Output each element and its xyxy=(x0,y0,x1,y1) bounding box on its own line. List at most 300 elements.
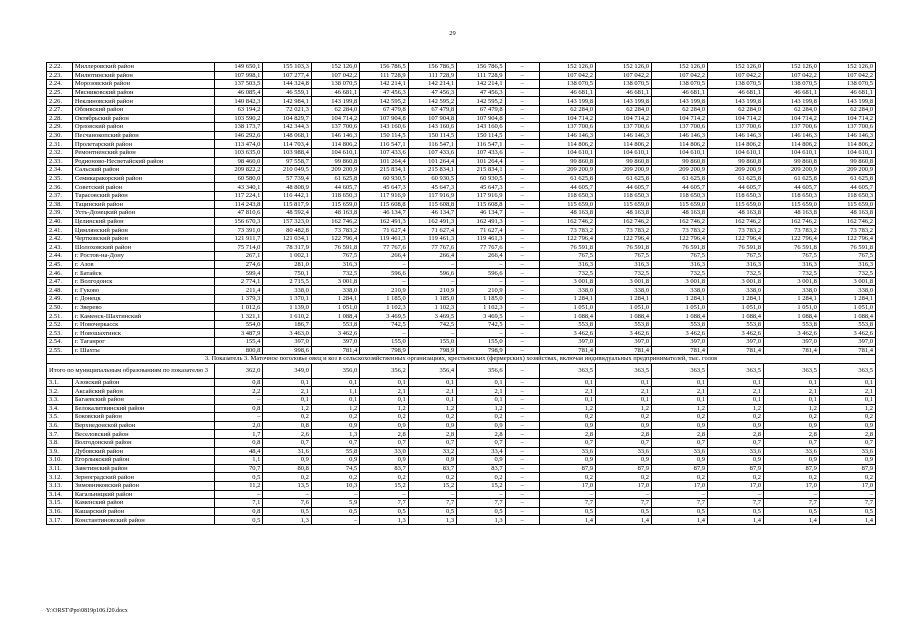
value-cell: 0,1 xyxy=(819,395,875,404)
row-number: 2.31. xyxy=(47,140,73,149)
value-cell: 767,5 xyxy=(540,252,596,261)
value-cell: 0,5 xyxy=(540,507,596,516)
value-cell: 0,9 xyxy=(408,421,456,430)
value-cell: 107 433,6 xyxy=(457,148,505,157)
value-cell: 11,2 xyxy=(214,481,262,490)
value-cell: 316,3 xyxy=(311,260,359,269)
value-cell: 15,2 xyxy=(457,481,505,490)
value-cell: 1 284,1 xyxy=(763,295,819,304)
value-cell: 48 592,4 xyxy=(263,209,311,218)
row-number: 2.43. xyxy=(47,243,73,252)
value-cell: 781,4 xyxy=(819,346,875,355)
value-cell: 553,8 xyxy=(540,320,596,329)
value-cell: 122 796,4 xyxy=(651,234,707,243)
municipality-name: Егорлыкский район xyxy=(72,456,214,465)
value-cell: – xyxy=(505,131,539,140)
value-cell: 0,2 xyxy=(819,413,875,422)
value-cell: 74,5 xyxy=(311,464,359,473)
value-cell: 356,0 xyxy=(311,363,359,378)
value-cell: – xyxy=(505,157,539,166)
value-cell: 209 200,9 xyxy=(540,166,596,175)
value-cell: – xyxy=(505,166,539,175)
value-cell: 1 088,4 xyxy=(540,312,596,321)
value-cell: 48,4 xyxy=(214,447,262,456)
value-cell: 798,9 xyxy=(360,346,408,355)
value-cell: 143 199,8 xyxy=(595,97,651,106)
value-cell: 0,1 xyxy=(651,395,707,404)
value-cell: 1 610,2 xyxy=(263,312,311,321)
value-cell: 103 590,2 xyxy=(214,114,262,123)
value-cell: 47 456,3 xyxy=(457,88,505,97)
value-cell: 2,8 xyxy=(360,430,408,439)
value-cell: 137 700,6 xyxy=(763,123,819,132)
value-cell: 998,6 xyxy=(263,346,311,355)
value-cell: 0,8 xyxy=(214,507,262,516)
value-cell: 152 126,0 xyxy=(651,63,707,72)
municipality-name: Орловский район xyxy=(72,123,214,132)
value-cell: 142 214,1 xyxy=(360,80,408,89)
value-cell: 72 021,3 xyxy=(263,105,311,114)
value-cell: 71 627,4 xyxy=(457,226,505,235)
value-cell: 104 714,2 xyxy=(540,114,596,123)
table-row xyxy=(47,71,876,80)
value-cell: 137 700,6 xyxy=(819,123,875,132)
value-cell: 142 595,2 xyxy=(457,97,505,106)
value-cell: 0,1 xyxy=(263,378,311,387)
value-cell: 150 114,5 xyxy=(457,131,505,140)
value-cell: 0,1 xyxy=(263,395,311,404)
value-cell: 99 860,8 xyxy=(707,157,763,166)
value-cell: 111 728,9 xyxy=(360,71,408,80)
value-cell: 99 860,8 xyxy=(819,157,875,166)
table-row xyxy=(47,338,876,347)
value-cell: 0,1 xyxy=(360,378,408,387)
value-cell: 3 001,8 xyxy=(651,277,707,286)
table-row xyxy=(47,473,876,482)
value-cell: 3 462,6 xyxy=(540,329,596,338)
value-cell: 1,3 xyxy=(263,516,311,525)
value-cell: 87,9 xyxy=(819,464,875,473)
row-number: 2.22. xyxy=(47,63,73,72)
row-number: 2.48. xyxy=(47,286,73,295)
value-cell: – xyxy=(707,490,763,499)
value-cell: 750,1 xyxy=(263,269,311,278)
value-cell: 0,9 xyxy=(651,456,707,465)
value-cell: 338,0 xyxy=(763,286,819,295)
value-cell: 596,6 xyxy=(360,269,408,278)
value-cell: 43 340,1 xyxy=(214,183,262,192)
value-cell: 7,7 xyxy=(540,499,596,508)
value-cell: 46 681,1 xyxy=(707,88,763,97)
value-cell: – xyxy=(505,260,539,269)
value-cell: 2,8 xyxy=(595,430,651,439)
value-cell: 0,2 xyxy=(360,473,408,482)
value-cell: 0,9 xyxy=(360,456,408,465)
value-cell: 104 610,1 xyxy=(595,148,651,157)
value-cell: 138 173,7 xyxy=(214,123,262,132)
value-cell: 83,7 xyxy=(408,464,456,473)
value-cell: – xyxy=(360,277,408,286)
value-cell: 553,8 xyxy=(763,320,819,329)
value-cell: 0,2 xyxy=(540,413,596,422)
value-cell: 152 126,0 xyxy=(540,63,596,72)
value-cell: 80,8 xyxy=(263,464,311,473)
value-cell: 114 806,2 xyxy=(540,140,596,149)
value-cell: 15,2 xyxy=(408,481,456,490)
value-cell: 215 834,1 xyxy=(457,166,505,175)
value-cell: 107 042,2 xyxy=(540,71,596,80)
value-cell: 0,7 xyxy=(651,438,707,447)
value-cell: 156 670,3 xyxy=(214,217,262,226)
municipality-name: Милютинский район xyxy=(72,71,214,80)
municipality-name: г. Батайск xyxy=(72,269,214,278)
value-cell: 137 700,6 xyxy=(540,123,596,132)
municipality-name: Шолоховский район xyxy=(72,243,214,252)
value-cell: 0,1 xyxy=(457,378,505,387)
value-cell: 0,9 xyxy=(408,456,456,465)
value-cell: 61 625,8 xyxy=(540,174,596,183)
value-cell: 0,9 xyxy=(263,456,311,465)
value-cell: – xyxy=(214,395,262,404)
value-cell: 146 146,3 xyxy=(595,131,651,140)
value-cell: 267,1 xyxy=(214,252,262,261)
row-number: 2.54. xyxy=(47,338,73,347)
value-cell: – xyxy=(505,464,539,473)
value-cell: 3 001,8 xyxy=(311,277,359,286)
value-cell: 1,2 xyxy=(311,404,359,413)
value-cell: 210,9 xyxy=(360,286,408,295)
value-cell: 140 842,3 xyxy=(214,97,262,106)
municipality-name: Волгодонской район xyxy=(72,438,214,447)
table-row xyxy=(47,252,876,261)
value-cell: 0,5 xyxy=(214,516,262,525)
value-cell: 48 163,8 xyxy=(651,209,707,218)
table-row xyxy=(47,114,876,123)
value-cell: 107 433,6 xyxy=(408,148,456,157)
value-cell: – xyxy=(505,490,539,499)
value-cell: 1,7 xyxy=(214,430,262,439)
value-cell: 781,4 xyxy=(651,346,707,355)
municipality-name: Семикаракорский район xyxy=(72,174,214,183)
table-row xyxy=(47,507,876,516)
value-cell: – xyxy=(595,490,651,499)
value-cell: 142 984,1 xyxy=(263,97,311,106)
table-row xyxy=(47,63,876,72)
value-cell: 155,4 xyxy=(214,338,262,347)
municipality-name: Неклиновский район xyxy=(72,97,214,106)
value-cell: 118 650,3 xyxy=(595,191,651,200)
value-cell: 0,2 xyxy=(360,413,408,422)
table-row xyxy=(47,329,876,338)
row-number: 2.36. xyxy=(47,183,73,192)
value-cell: 62 284,0 xyxy=(311,105,359,114)
value-cell: – xyxy=(505,404,539,413)
value-cell: – xyxy=(505,507,539,516)
municipality-name: г. Новошахтинск xyxy=(72,329,214,338)
table-row xyxy=(47,209,876,218)
value-cell: 122 796,4 xyxy=(540,234,596,243)
municipality-name: г. Ростов-на-Дону xyxy=(72,252,214,261)
table-row xyxy=(47,243,876,252)
value-cell: 137 700,6 xyxy=(707,123,763,132)
value-cell: 1,2 xyxy=(540,404,596,413)
value-cell: 107 277,4 xyxy=(263,71,311,80)
value-cell: 0,5 xyxy=(819,507,875,516)
value-cell: 349,0 xyxy=(263,363,311,378)
row-number: 2.34. xyxy=(47,166,73,175)
value-cell: 0,7 xyxy=(595,438,651,447)
table-row xyxy=(47,413,876,422)
value-cell: – xyxy=(505,148,539,157)
value-cell: 15,2 xyxy=(360,481,408,490)
value-cell: 0,5 xyxy=(360,507,408,516)
value-cell: 554,0 xyxy=(214,320,262,329)
value-cell: 99 860,8 xyxy=(651,157,707,166)
value-cell: 781,4 xyxy=(763,346,819,355)
table-row xyxy=(47,464,876,473)
municipality-name: Аксайский район xyxy=(72,387,214,396)
value-cell: 1,2 xyxy=(408,404,456,413)
value-cell: – xyxy=(505,338,539,347)
value-cell: 0,2 xyxy=(540,473,596,482)
value-cell: 362,0 xyxy=(214,363,262,378)
value-cell: 0,9 xyxy=(311,421,359,430)
value-cell: 87,9 xyxy=(540,464,596,473)
value-cell: 1,4 xyxy=(763,516,819,525)
row-number: 2.25. xyxy=(47,88,73,97)
value-cell: 48 163,8 xyxy=(819,209,875,218)
value-cell: 0,2 xyxy=(707,413,763,422)
value-cell: 107 042,2 xyxy=(763,71,819,80)
value-cell: 46 681,1 xyxy=(763,88,819,97)
value-cell: 47 456,3 xyxy=(360,88,408,97)
value-cell: 61 625,8 xyxy=(763,174,819,183)
row-number: 3.14. xyxy=(47,490,73,499)
table-row xyxy=(47,456,876,465)
value-cell: 2,8 xyxy=(819,430,875,439)
value-cell: 3 469,5 xyxy=(408,312,456,321)
value-cell: 117 916,9 xyxy=(360,191,408,200)
value-cell: 3 469,5 xyxy=(457,312,505,321)
value-cell: 162 491,3 xyxy=(360,217,408,226)
value-cell: 2,6 xyxy=(263,430,311,439)
table-row xyxy=(47,183,876,192)
value-cell: 1,3 xyxy=(311,430,359,439)
row-number: 2.27. xyxy=(47,105,73,114)
value-cell: 111 728,9 xyxy=(457,71,505,80)
value-cell: 137 503,5 xyxy=(214,80,262,89)
value-cell: 77 767,6 xyxy=(408,243,456,252)
value-cell: 1 284,1 xyxy=(819,295,875,304)
row-number: 2.46. xyxy=(47,269,73,278)
municipality-name: Верхнедонской район xyxy=(72,421,214,430)
value-cell: 60 930,5 xyxy=(457,174,505,183)
value-cell: 0,1 xyxy=(360,395,408,404)
value-cell: 148 068,1 xyxy=(263,131,311,140)
value-cell: 2 715,5 xyxy=(263,277,311,286)
municipality-name: Советский район xyxy=(72,183,214,192)
value-cell: 356,6 xyxy=(457,363,505,378)
value-cell: 0,9 xyxy=(595,456,651,465)
value-cell: 143 199,8 xyxy=(707,97,763,106)
row-number: 2.52. xyxy=(47,320,73,329)
value-cell: 104 610,1 xyxy=(540,148,596,157)
municipality-name: Тарасовский район xyxy=(72,191,214,200)
value-cell: – xyxy=(505,277,539,286)
value-cell: 209 200,9 xyxy=(595,166,651,175)
value-cell: 115 659,0 xyxy=(651,200,707,209)
value-cell: 118 650,3 xyxy=(311,191,359,200)
page-number: 29 xyxy=(449,30,456,37)
value-cell: 138 070,5 xyxy=(595,80,651,89)
value-cell: 266,4 xyxy=(360,252,408,261)
table-row xyxy=(47,447,876,456)
value-cell: 798,9 xyxy=(457,346,505,355)
value-cell: 115 608,8 xyxy=(360,200,408,209)
value-cell: 138 070,5 xyxy=(651,80,707,89)
municipality-name: г. Новочеркасск xyxy=(72,320,214,329)
value-cell: – xyxy=(505,438,539,447)
value-cell: 3 469,5 xyxy=(360,312,408,321)
value-cell: – xyxy=(505,413,539,422)
value-cell: 0,5 xyxy=(263,507,311,516)
value-cell: 142 595,2 xyxy=(408,97,456,106)
value-cell: 107 042,2 xyxy=(819,71,875,80)
value-cell: 1,1 xyxy=(214,456,262,465)
table-row xyxy=(47,438,876,447)
value-cell: 162 491,3 xyxy=(457,217,505,226)
value-cell: 62 284,0 xyxy=(540,105,596,114)
value-cell: – xyxy=(505,269,539,278)
value-cell: 76 591,8 xyxy=(707,243,763,252)
value-cell: 114 806,2 xyxy=(763,140,819,149)
value-cell: 1,4 xyxy=(540,516,596,525)
value-cell: 0,2 xyxy=(819,473,875,482)
value-cell: 363,5 xyxy=(763,363,819,378)
value-cell: 73 783,2 xyxy=(707,226,763,235)
value-cell: 101 264,4 xyxy=(457,157,505,166)
value-cell: 83,7 xyxy=(360,464,408,473)
value-cell: 33,6 xyxy=(707,447,763,456)
value-cell: 156 786,5 xyxy=(360,63,408,72)
value-cell: 46 681,1 xyxy=(540,88,596,97)
value-cell: 44 605,7 xyxy=(540,183,596,192)
value-cell: 1,3 xyxy=(408,516,456,525)
value-cell: 152 126,0 xyxy=(763,63,819,72)
value-cell: 114 806,2 xyxy=(707,140,763,149)
value-cell: – xyxy=(505,71,539,80)
value-cell: 114 806,2 xyxy=(311,140,359,149)
row-number: 2.33. xyxy=(47,157,73,166)
value-cell: 33,2 xyxy=(408,447,456,456)
value-cell: 7,7 xyxy=(408,499,456,508)
value-cell: 104 610,1 xyxy=(311,148,359,157)
value-cell: 3 001,8 xyxy=(595,277,651,286)
value-cell: – xyxy=(505,421,539,430)
table-row xyxy=(47,140,876,149)
value-cell: 2 774,1 xyxy=(214,277,262,286)
value-cell: 0,7 xyxy=(311,438,359,447)
value-cell: 7,7 xyxy=(819,499,875,508)
value-cell: 553,8 xyxy=(651,320,707,329)
value-cell: 73 783,2 xyxy=(819,226,875,235)
value-cell: 397,0 xyxy=(707,338,763,347)
value-cell: 2,1 xyxy=(707,387,763,396)
value-cell: 732,5 xyxy=(540,269,596,278)
value-cell: – xyxy=(457,329,505,338)
table-row xyxy=(47,217,876,226)
value-cell: 115 659,0 xyxy=(819,200,875,209)
value-cell: 7,7 xyxy=(595,499,651,508)
value-cell: 1 284,1 xyxy=(595,295,651,304)
value-cell: 3 001,8 xyxy=(819,277,875,286)
value-cell: 0,8 xyxy=(214,404,262,413)
value-cell: 107 998,1 xyxy=(214,71,262,80)
value-cell: 45 647,3 xyxy=(457,183,505,192)
value-cell: – xyxy=(505,140,539,149)
value-cell: 143 199,8 xyxy=(763,97,819,106)
value-cell: 146 146,3 xyxy=(819,131,875,140)
value-cell: 0,9 xyxy=(540,456,596,465)
value-cell: 121 034,1 xyxy=(263,234,311,243)
value-cell: 2,1 xyxy=(540,387,596,396)
value-cell: 150 114,5 xyxy=(408,131,456,140)
value-cell: 152 126,0 xyxy=(819,63,875,72)
value-cell: 162 746,2 xyxy=(819,217,875,226)
value-cell: 1,3 xyxy=(457,516,505,525)
value-cell: 149 650,1 xyxy=(214,63,262,72)
value-cell: 7,7 xyxy=(763,499,819,508)
value-cell: 76 591,8 xyxy=(819,243,875,252)
value-cell: 117 916,9 xyxy=(457,191,505,200)
value-cell: 0,8 xyxy=(214,438,262,447)
value-cell: 0,9 xyxy=(651,421,707,430)
value-cell: 104 714,2 xyxy=(819,114,875,123)
value-cell: 119 461,3 xyxy=(360,234,408,243)
value-cell: 363,5 xyxy=(595,363,651,378)
row-number: 3.15. xyxy=(47,499,73,508)
row-number: 3.11. xyxy=(47,464,73,473)
value-cell: 316,3 xyxy=(819,260,875,269)
municipality-name: Зимовниковский район xyxy=(72,481,214,490)
value-cell: 87,9 xyxy=(707,464,763,473)
value-cell: 57 739,4 xyxy=(263,174,311,183)
value-cell: 138 070,5 xyxy=(707,80,763,89)
value-cell: 1 284,1 xyxy=(651,295,707,304)
table-row xyxy=(47,516,876,525)
value-cell: 17,0 xyxy=(540,481,596,490)
value-cell: 767,5 xyxy=(707,252,763,261)
value-cell: 1,4 xyxy=(595,516,651,525)
value-cell: 17,0 xyxy=(651,481,707,490)
value-cell: – xyxy=(763,490,819,499)
value-cell: 1 102,3 xyxy=(408,303,456,312)
value-cell: 143 160,6 xyxy=(457,123,505,132)
municipality-name: Обливский район xyxy=(72,105,214,114)
value-cell: 316,3 xyxy=(651,260,707,269)
value-cell: 76 591,8 xyxy=(763,243,819,252)
value-cell: 0,2 xyxy=(763,413,819,422)
value-cell: 596,6 xyxy=(457,269,505,278)
value-cell: 119 461,3 xyxy=(408,234,456,243)
value-cell: 13,5 xyxy=(263,481,311,490)
value-cell: 0,2 xyxy=(707,473,763,482)
value-cell: 0,1 xyxy=(763,395,819,404)
row-number: 2.53. xyxy=(47,329,73,338)
value-cell: 76 591,8 xyxy=(540,243,596,252)
value-cell: – xyxy=(505,97,539,106)
value-cell: 48 163,8 xyxy=(595,209,651,218)
